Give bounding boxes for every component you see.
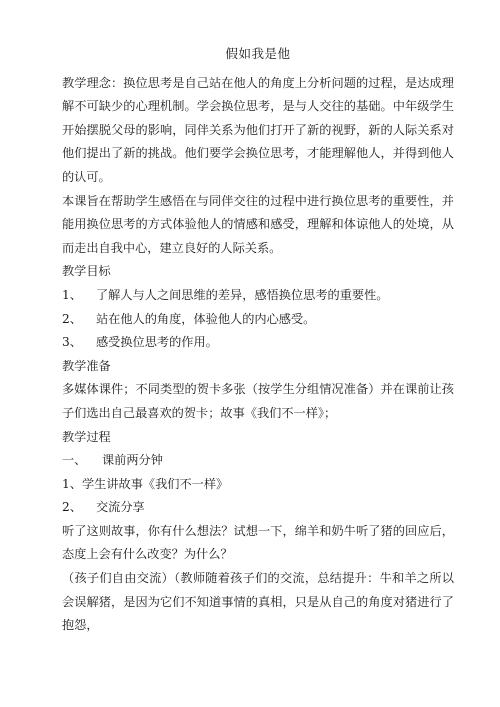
section-number: 一、 — [62, 453, 87, 468]
goal-number: 3、 — [62, 335, 82, 350]
step-item: 1、学生讲故事《我们不一样》 — [62, 476, 229, 491]
step-text: 交流分享 — [96, 500, 145, 515]
question-paragraph: 听了这则故事，你有什么想法？试想一下，绵羊和奶牛听了猪的回应后，态度上会有什么改变？为什么？ — [62, 523, 454, 562]
prep-heading: 教学准备 — [62, 358, 111, 373]
step-item — [62, 496, 454, 520]
philosophy-paragraph-2: 本课旨在帮助学生感悟在与同伴交往的过程中进行换位思考的重要性，并能用换位思考的方式体验他人的情感和感受，理解和体谅他人的处境，从而走出自我中心，建立良好的人际关系。 — [62, 193, 454, 255]
goal-number: 2、 — [62, 311, 82, 326]
process-heading: 教学过程 — [62, 429, 111, 444]
goal-item — [62, 308, 454, 332]
prep-paragraph: 多媒体课件；不同类型的贺卡多张（按学生分组情况准备）并在课前让孩子们选出自己最喜欢的贺卡；故事《我们不一样》； — [62, 382, 454, 420]
goal-item — [62, 331, 454, 355]
goal-text: 站在他人的角度，体验他人的内心感受。 — [96, 311, 316, 326]
document-title: 假如我是他 — [225, 46, 291, 61]
step-number: 2、 — [62, 500, 82, 515]
philosophy-paragraph-1: 教学理念：换位思考是自己站在他人的角度上分析问题的过程，是达成理解不可缺少的心理机制。学会换位思考，是与人交往的基础。中年级学生开始摆脱父母的影响，同伴关系为他们打开了新的视野，新的人际关系对他们提出了新的挑战。他们要学会换位思考，才能理解他人，并得到他人的认可。 — [62, 75, 454, 184]
document-page — [62, 42, 454, 638]
goal-number: 1、 — [62, 287, 82, 302]
goal-text: 感受换位思考的作用。 — [96, 335, 218, 350]
goals-heading: 教学目标 — [62, 264, 111, 279]
goal-item — [62, 284, 454, 308]
section-heading — [62, 449, 454, 473]
goal-text: 了解人与人之间思维的差异，感悟换位思考的重要性。 — [96, 287, 389, 302]
section-text: 课前两分钟 — [102, 453, 163, 468]
discussion-paragraph: （孩子们自由交流）（教师随着孩子们的交流，总结提升：牛和羊之所以会误解猪，是因为它们不知道事情的真相，只是从自己的角度对猪进行了抱怨， — [62, 571, 454, 633]
